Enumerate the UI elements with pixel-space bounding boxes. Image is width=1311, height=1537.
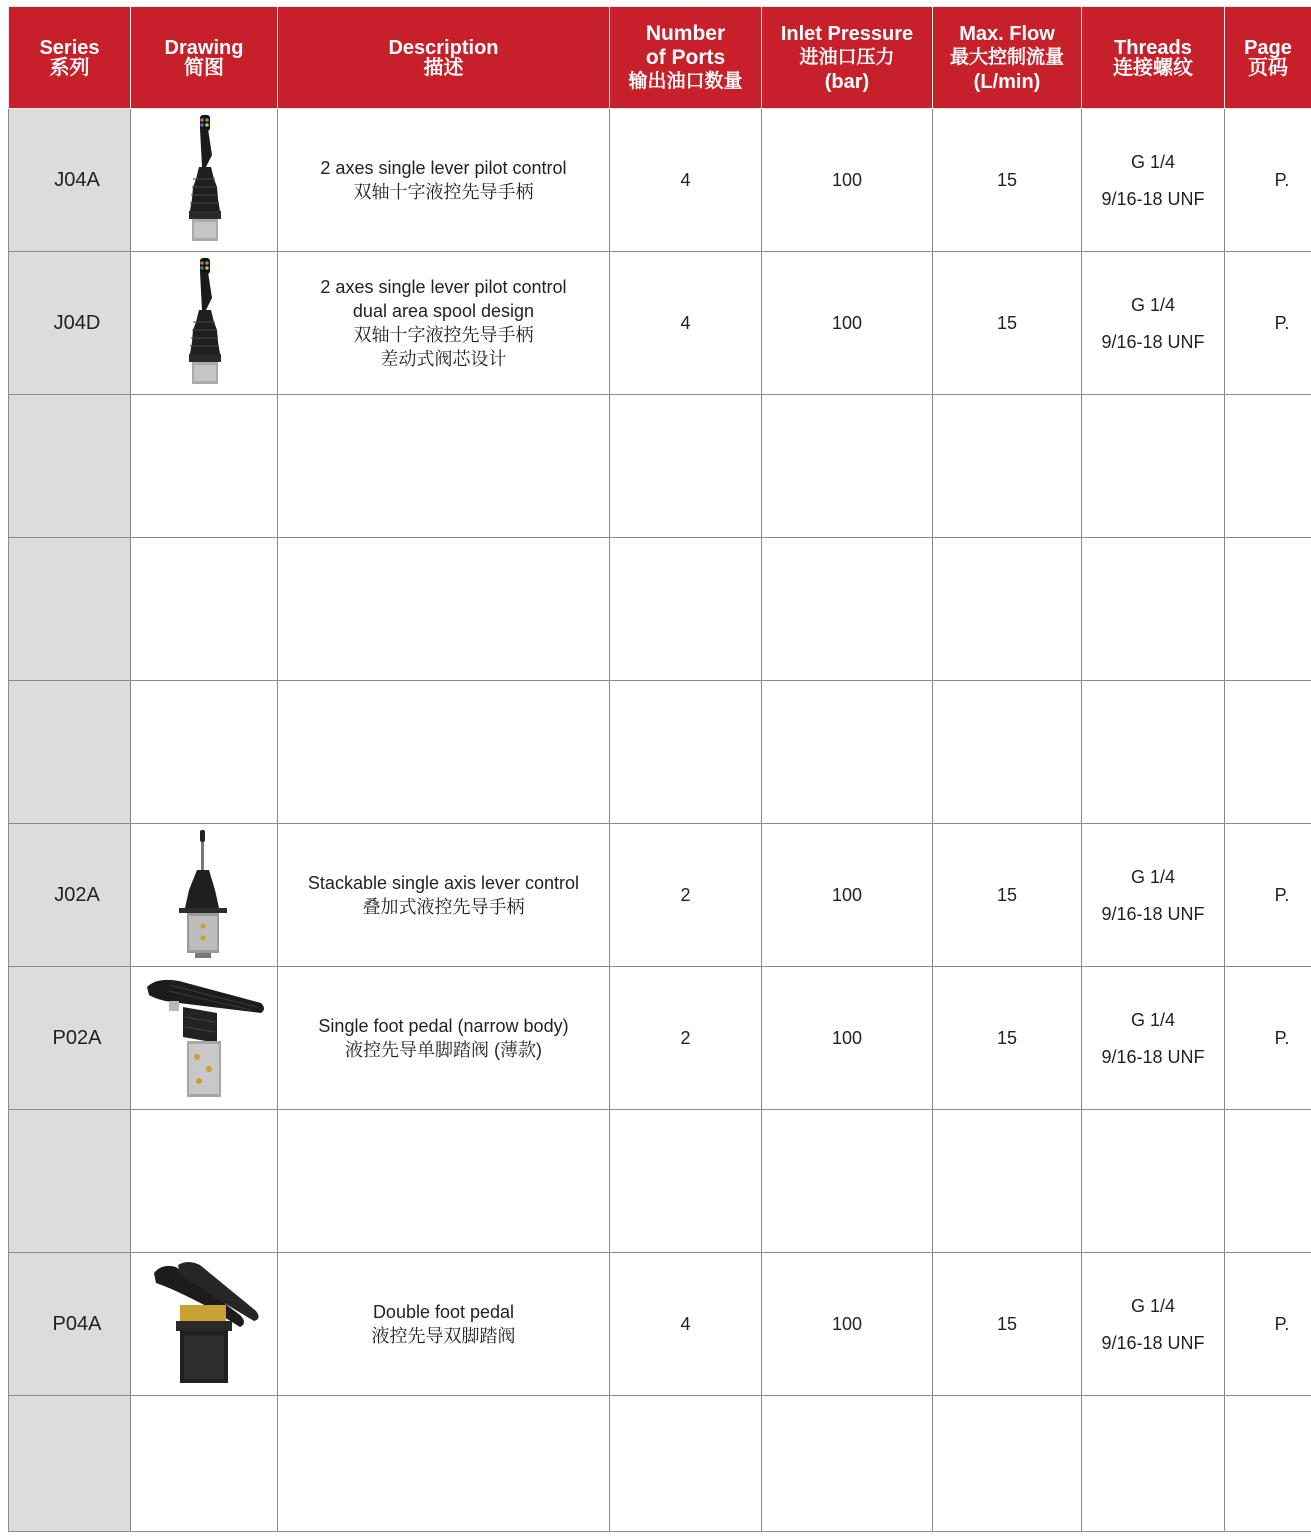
thread-spec: G 1/4	[1130, 866, 1176, 887]
ports-cell: 2	[610, 967, 762, 1110]
description-line: 液控先导双脚踏阀	[371, 1326, 516, 1346]
description-cell	[278, 252, 610, 395]
pressure-cell	[762, 395, 933, 538]
description-line: 差动式阀芯设计	[380, 349, 507, 369]
page-cell	[1225, 681, 1311, 824]
table-row	[9, 1396, 1311, 1532]
pressure-cell	[762, 1110, 933, 1253]
flow-cell	[933, 395, 1082, 538]
page-cell	[1225, 395, 1311, 538]
page-cell	[1225, 1110, 1311, 1253]
page-cell: P.	[1225, 252, 1311, 395]
single-foot-pedal-icon	[131, 973, 277, 1103]
table-row	[9, 681, 1311, 824]
flow-cell	[933, 681, 1082, 824]
description-line: Single foot pedal (narrow body)	[318, 1016, 569, 1036]
page-cell: P.	[1225, 824, 1311, 967]
pressure-cell: 100	[762, 252, 933, 395]
stackable-lever-icon	[131, 830, 277, 960]
description-cell	[278, 1253, 610, 1396]
thread-spec: 9/16-18 UNF	[1101, 903, 1205, 924]
ports-cell: 2	[610, 824, 762, 967]
table-row	[9, 1253, 1311, 1396]
threads-cell	[1082, 824, 1225, 967]
drawing-cell	[131, 967, 278, 1110]
flow-cell: 15	[933, 967, 1082, 1110]
threads-cell	[1082, 1253, 1225, 1396]
double-foot-pedal-icon	[131, 1259, 277, 1389]
series-cell	[9, 1110, 131, 1253]
drawing-cell	[131, 252, 278, 395]
header-series: Series 系列	[9, 7, 131, 109]
series-cell	[9, 681, 131, 824]
page-cell: P.	[1225, 1253, 1311, 1396]
series-cell	[9, 538, 131, 681]
header-flow: Max. Flow 最大控制流量 (L/min)	[933, 7, 1082, 109]
joystick-4-port-icon	[131, 115, 277, 245]
header-drawing: Drawing 简图	[131, 7, 278, 109]
pressure-cell	[762, 681, 933, 824]
flow-cell	[933, 1396, 1082, 1532]
product-table	[8, 6, 1311, 1532]
threads-cell	[1082, 252, 1225, 395]
drawing-cell	[131, 395, 278, 538]
threads-cell	[1082, 109, 1225, 252]
flow-cell	[933, 1110, 1082, 1253]
description-line: 叠加式液控先导手柄	[362, 897, 525, 917]
pressure-cell	[762, 1396, 933, 1532]
thread-spec: G 1/4	[1130, 1009, 1176, 1030]
drawing-cell	[131, 1253, 278, 1396]
drawing-cell	[131, 538, 278, 681]
thread-spec: 9/16-18 UNF	[1101, 1046, 1205, 1067]
ports-cell: 4	[610, 109, 762, 252]
threads-cell	[1082, 395, 1225, 538]
table-row	[9, 538, 1311, 681]
thread-spec: G 1/4	[1130, 151, 1176, 172]
description-cell	[278, 109, 610, 252]
flow-cell: 15	[933, 1253, 1082, 1396]
series-cell: P02A	[9, 967, 131, 1110]
series-cell	[9, 1396, 131, 1532]
page-cell: P.	[1225, 967, 1311, 1110]
description-cell	[278, 681, 610, 824]
thread-spec: G 1/4	[1130, 1295, 1176, 1316]
description-cell	[278, 1110, 610, 1253]
series-cell: P04A	[9, 1253, 131, 1396]
ports-cell	[610, 1396, 762, 1532]
drawing-cell	[131, 1110, 278, 1253]
threads-cell	[1082, 1396, 1225, 1532]
ports-cell: 4	[610, 1253, 762, 1396]
drawing-cell	[131, 109, 278, 252]
threads-cell	[1082, 967, 1225, 1110]
header-pressure: Inlet Pressure 进油口压力 (bar)	[762, 7, 933, 109]
description-cell	[278, 395, 610, 538]
page-cell	[1225, 538, 1311, 681]
header-page: Page 页码	[1225, 7, 1311, 109]
flow-cell: 15	[933, 824, 1082, 967]
thread-spec: 9/16-18 UNF	[1101, 188, 1205, 209]
threads-cell	[1082, 681, 1225, 824]
flow-cell: 15	[933, 109, 1082, 252]
page-cell	[1225, 1396, 1311, 1532]
flow-cell: 15	[933, 252, 1082, 395]
pressure-cell: 100	[762, 824, 933, 967]
description-cell	[278, 1396, 610, 1532]
description-cell	[278, 538, 610, 681]
description-line: 液控先导单脚踏阀 (薄款)	[345, 1040, 542, 1060]
pressure-cell: 100	[762, 1253, 933, 1396]
header-ports: Number of Ports 输出油口数量	[610, 7, 762, 109]
table-row	[9, 967, 1311, 1110]
thread-spec: 9/16-18 UNF	[1101, 1332, 1205, 1353]
ports-cell: 4	[610, 252, 762, 395]
description-line: Stackable single axis lever control	[307, 873, 580, 893]
thread-spec: 9/16-18 UNF	[1101, 331, 1205, 352]
description-line: Double foot pedal	[372, 1302, 515, 1322]
table-row	[9, 824, 1311, 967]
ports-cell	[610, 681, 762, 824]
joystick-4-port-icon	[131, 258, 277, 388]
series-cell: J02A	[9, 824, 131, 967]
page-cell: P.	[1225, 109, 1311, 252]
table-row	[9, 109, 1311, 252]
description-line: dual area spool design	[352, 301, 535, 321]
description-cell	[278, 824, 610, 967]
header-threads: Threads 连接螺纹	[1082, 7, 1225, 109]
description-line: 2 axes single lever pilot control	[320, 277, 567, 297]
pressure-cell: 100	[762, 109, 933, 252]
ports-cell	[610, 395, 762, 538]
description-cell	[278, 967, 610, 1110]
ports-cell	[610, 538, 762, 681]
table-row	[9, 395, 1311, 538]
description-line: 双轴十字液控先导手柄	[353, 182, 534, 202]
drawing-cell	[131, 824, 278, 967]
pressure-cell: 100	[762, 967, 933, 1110]
flow-cell	[933, 538, 1082, 681]
thread-spec: G 1/4	[1130, 294, 1176, 315]
series-cell: J04A	[9, 109, 131, 252]
series-cell: J04D	[9, 252, 131, 395]
table-row	[9, 1110, 1311, 1253]
drawing-cell	[131, 1396, 278, 1532]
table-row	[9, 252, 1311, 395]
series-cell	[9, 395, 131, 538]
threads-cell	[1082, 538, 1225, 681]
drawing-cell	[131, 681, 278, 824]
ports-cell	[610, 1110, 762, 1253]
description-line: 2 axes single lever pilot control	[320, 158, 567, 178]
description-line: 双轴十字液控先导手柄	[353, 325, 534, 345]
header-description: Description 描述	[278, 7, 610, 109]
threads-cell	[1082, 1110, 1225, 1253]
header-row	[9, 7, 1311, 109]
pressure-cell	[762, 538, 933, 681]
